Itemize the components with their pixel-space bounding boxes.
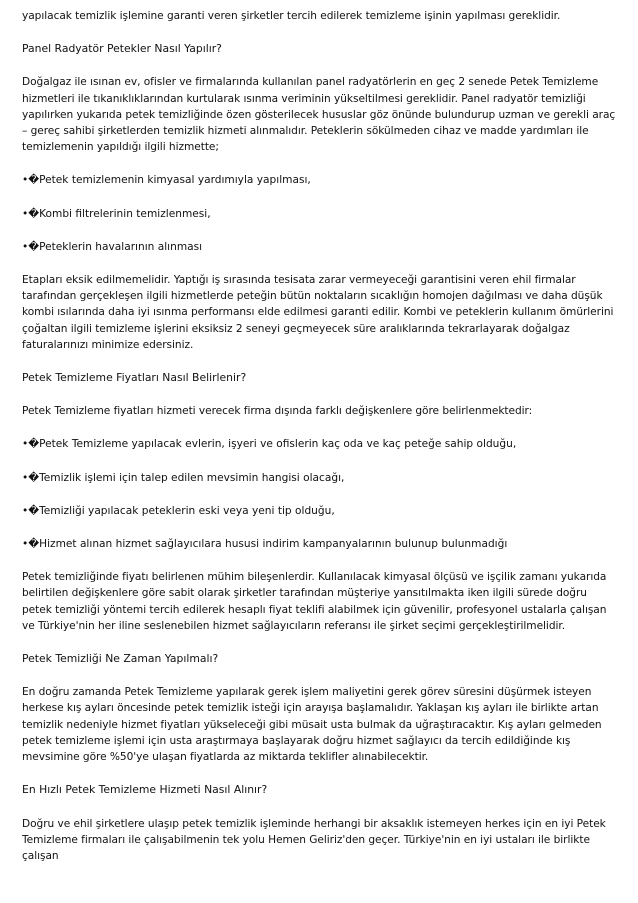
heading-prices: Petek Temizleme Fiyatları Nasıl Belirlenir? bbox=[22, 371, 247, 385]
paragraph-fastest: Doğru ve ehil şirketlere ulaşıp petek temizlik işleminde herhangi bir aksaklık istemeyen herkes için en iyi Petek Temizleme firmaları ile çalışabilmenin tek yolu Hemen Geliriz'den geçer. Türkiye'nin en iyi ustaları ile birlikte çalışan bbox=[22, 817, 606, 862]
paragraph-prices-intro: Petek Temizleme fiyatları hizmeti verecek firma dışında farklı değişkenlere göre belirlenmektedir: bbox=[22, 405, 533, 418]
paragraph-intro-tail: yapılacak temizlik işlemine garanti veren şirketler tercih edilerek temizleme işinin yapılması gereklidir. bbox=[22, 10, 561, 22]
paragraph-price-components: Petek temizliğinde fiyatı belirlenen mühim bileşenlerdir. Kullanılacak kimyasal ölçüsü ve işçilik zamanı yukarıda belirtilen değişkenlere göre sabit olarak şirketler tarafından müşteriye yansıtılmakta iken ilgili sürede doğru petek temizliği yöntemi tercih edilerek hesaplı fiyat teklifi alabilmek için güvenilir, profesyonel ustalarla çalışan ve Türkiye'nin her iline seslenebilen hizmet sağlayıcıların referansı ile şirket seçimi gerçekleştirilmelidir. bbox=[22, 571, 607, 632]
heading-fastest: En Hızlı Petek Temizleme Hizmeti Nasıl Alınır? bbox=[22, 783, 268, 797]
list-item: •�Temizliği yapılacak peteklerin eski veya yeni tip olduğu, bbox=[22, 504, 335, 517]
list-item: •�Petek temizlemenin kimyasal yardımıyla yapılması, bbox=[22, 174, 311, 187]
list-item: •�Petek Temizleme yapılacak evlerin, işyeri ve ofislerin kaç oda ve kaç peteğe sahip olduğu, bbox=[22, 438, 517, 451]
heading-panel-radiator: Panel Radyatör Petekler Nasıl Yapılır? bbox=[22, 42, 222, 56]
paragraph-when: En doğru zamanda Petek Temizleme yapılarak gerek işlem maliyetini gerek görev süresini düşürmek isteyen herkese kış ayları öncesinde petek temizlik isteği için arayışa başlamalıdır. Yaklaşan kış ayları ile birlikte artan temizlik nedeniyle hizmet fiyatları yükseleceği gibi müsait usta bulmak da uğraştıracaktır. Kış ayları gelmeden petek temizleme işlemi için usta araştırmaya başlayarak doğru hizmet sağlayıcı da tercih edildiğinde kış mevsimine göre %50'ye ulaşan fiyatlarda az miktarda teklifler alınabilecektir. bbox=[22, 686, 602, 764]
heading-when: Petek Temizliği Ne Zaman Yapılmalı? bbox=[22, 652, 219, 666]
paragraph-stages: Etapları eksik edilmemelidir. Yaptığı iş sırasında tesisata zarar vermeyeceği garantisini veren ehil firmalar tarafından gerçekleşen ilgili hizmetlerde peteğin bütün noktaların sıcaklığın homojen dağılması ve daha düşük kombi ısılarında daha iyi ısınma performansı elde edilmesi garanti edilir. Kombi ve peteklerin kullanım ömürlerini çoğaltan ilgili temizleme işlerini eksiksiz 2 seneyi geçmeyecek süre aralıklarında tekrarlayarak doğalgaz faturalarınızı minimize edersiniz. bbox=[22, 274, 614, 351]
list-item: •�Temizlik işlemi için talep edilen mevsimin hangisi olacağı, bbox=[22, 471, 345, 484]
document-page bbox=[22, 8, 618, 881]
list-item: •�Kombi filtrelerinin temizlenmesi, bbox=[22, 207, 211, 220]
list-item: •�Peteklerin havalarının alınması bbox=[22, 240, 203, 253]
list-item: •�Hizmet alınan hizmet sağlayıcılara hususi indirim kampanyalarının bulunup bulunmadığı bbox=[22, 538, 508, 551]
paragraph-panel-radiator: Doğalgaz ile ısınan ev, ofisler ve firmalarında kullanılan panel radyatörlerin en geç 2 senede Petek Temizleme hizmetleri ile tıkanıklıklarından kurtularak ısınma veriminin yükseltilmesi gereklidir. Panel radyatör temizliği yapılırken yukarıda petek temizliğinde özen gösterilecek hususlar göz önünde bulundurup uzman ve gerekli araç – gereç sahibi şirketlerden temizlik hizmeti alınmalıdır. Peteklerin sökülmeden cihaz ve madde yardımları ile temizlemenin yapıldığı ilgili hizmette; bbox=[22, 76, 616, 154]
